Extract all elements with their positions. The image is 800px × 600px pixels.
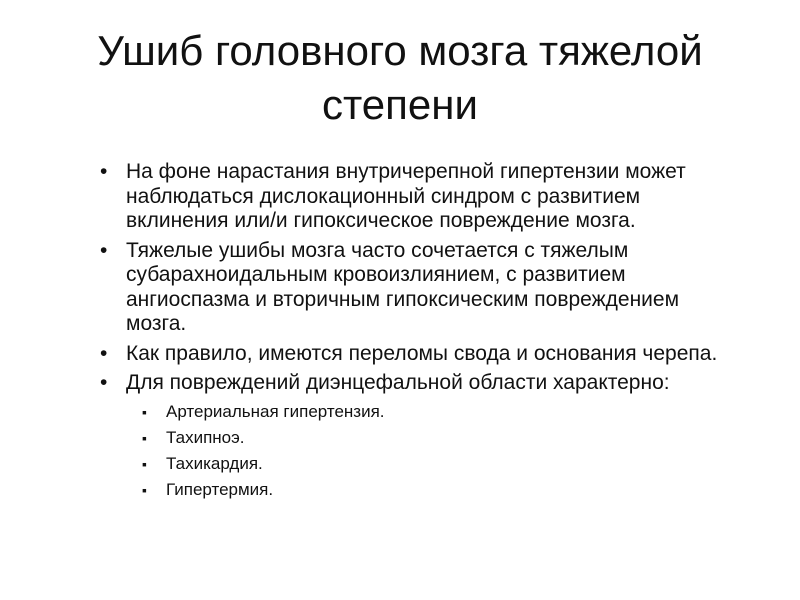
bullet-text: Тяжелые ушибы мозга часто сочетается с тяжелым субарахноидальным кровоизлиянием, с развитием ангиоспазма и вторичным гипоксическим повреждением мозга. xyxy=(126,238,680,335)
bullet-item xyxy=(100,342,740,367)
bullet-marker: • xyxy=(100,371,108,394)
bullet-marker: • xyxy=(100,160,108,183)
bullet-text: Для повреждений диэнцефальной области характерно: xyxy=(126,371,670,394)
sub-bullet-text: Артериальная гипертензия. xyxy=(166,401,385,421)
sub-bullet-marker: ▪ xyxy=(142,403,147,420)
sub-bullet-item xyxy=(142,454,740,474)
sub-bullet-list xyxy=(142,402,740,500)
bullet-text: Как правило, имеются переломы свода и основания черепа. xyxy=(126,341,718,365)
sub-bullet-text: Тахикардия. xyxy=(166,453,263,473)
bullet-item xyxy=(100,371,740,500)
sub-bullet-text: Тахипноэ. xyxy=(166,427,245,447)
bullet-marker: • xyxy=(100,238,108,262)
sub-bullet-item xyxy=(142,402,740,422)
sub-bullet-item xyxy=(142,428,740,448)
bullet-item xyxy=(100,160,740,234)
sub-bullet-marker: ▪ xyxy=(142,455,147,472)
sub-bullet-item xyxy=(142,480,740,500)
bullet-item xyxy=(100,239,740,337)
bullet-list xyxy=(100,160,740,506)
bullet-text: На фоне нарастания внутричерепной гипертензии может наблюдаться дислокационный синдром с развитием вклинения или/и гипоксическое повреждение мозга. xyxy=(126,160,686,232)
sub-bullet-text: Гипертермия. xyxy=(166,479,274,499)
bullet-marker: • xyxy=(100,341,108,365)
sub-bullet-marker: ▪ xyxy=(142,481,147,498)
slide-title: Ушиб головного мозга тяжелой степени xyxy=(97,27,703,128)
sub-bullet-marker: ▪ xyxy=(142,429,147,446)
